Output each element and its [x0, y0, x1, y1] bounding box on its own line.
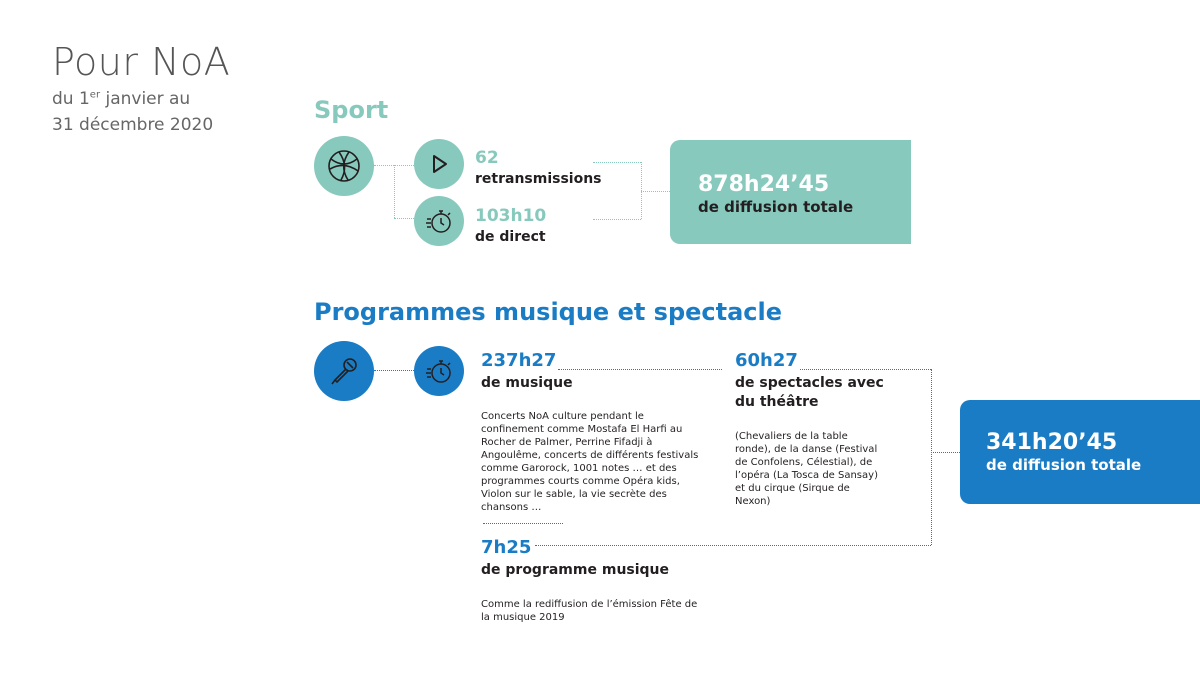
connector [931, 452, 960, 453]
stat-label: retransmissions [475, 171, 602, 187]
music-stat-label: de musique [481, 375, 573, 391]
music-stat-label: de programme musique [481, 562, 670, 578]
music-total-box [960, 400, 1200, 504]
connector [558, 369, 722, 370]
music-heading: Programmes musique et spectacle [314, 298, 783, 326]
total-label: de diffusion totale [698, 198, 854, 216]
connector [374, 370, 414, 371]
music-stat-value: 60h27 [735, 350, 798, 371]
connector [535, 545, 931, 546]
music-stat-value: 7h25 [481, 537, 532, 558]
music-stat-description: (Chevaliers de la table ronde), de la danse (Festival de Confolens, Célestial), de l’opéra (La Tosca de Sansay) et du cirque (Sirque de Nexon) [735, 431, 878, 507]
microphone-icon [314, 341, 374, 401]
basketball-icon [314, 136, 374, 196]
connector [593, 219, 641, 220]
connector [593, 162, 641, 163]
music-stat-value: 237h27 [481, 350, 557, 371]
total-value: 878h24’45 [698, 172, 830, 197]
stat-value: 62 [475, 148, 499, 168]
connector [394, 218, 414, 219]
stopwatch-icon [414, 196, 464, 246]
sport-heading: Sport [314, 96, 389, 124]
connector [394, 165, 395, 218]
date-range [52, 86, 232, 138]
connector [800, 369, 931, 370]
total-value: 341h20’45 [986, 430, 1118, 455]
date-range-start: du 1 [52, 89, 90, 109]
divider [483, 523, 563, 524]
music-stat-label: de spectacles avec du théâtre [735, 375, 884, 410]
date-range-mid: janvier au [100, 89, 191, 109]
connector [641, 191, 670, 192]
connector [931, 369, 932, 545]
date-range-end: 31 décembre 2020 [52, 115, 214, 135]
music-stat-description: Concerts NoA culture pendant le confinement comme Mostafa El Harfi au Rocher de Palmer, Perrine Fifadji à Angoulême, concerts de différents festivals comme Garorock, 1001 notes … et des programmes courts comme Opéra kids, Violon sur le sable, la vie secrète des chansons … [481, 411, 699, 513]
play-icon [414, 139, 464, 189]
stopwatch-icon [414, 346, 464, 396]
stat-label: de direct [475, 229, 546, 245]
stat-value: 103h10 [475, 206, 547, 226]
sport-total-box [670, 140, 911, 244]
date-range-sup: er [89, 89, 101, 101]
music-stat-description: Comme la rediffusion de l’émission Fête de la musique 2019 [481, 599, 698, 623]
total-label: de diffusion totale [986, 456, 1142, 474]
page-title: Pour NoA [52, 40, 231, 84]
